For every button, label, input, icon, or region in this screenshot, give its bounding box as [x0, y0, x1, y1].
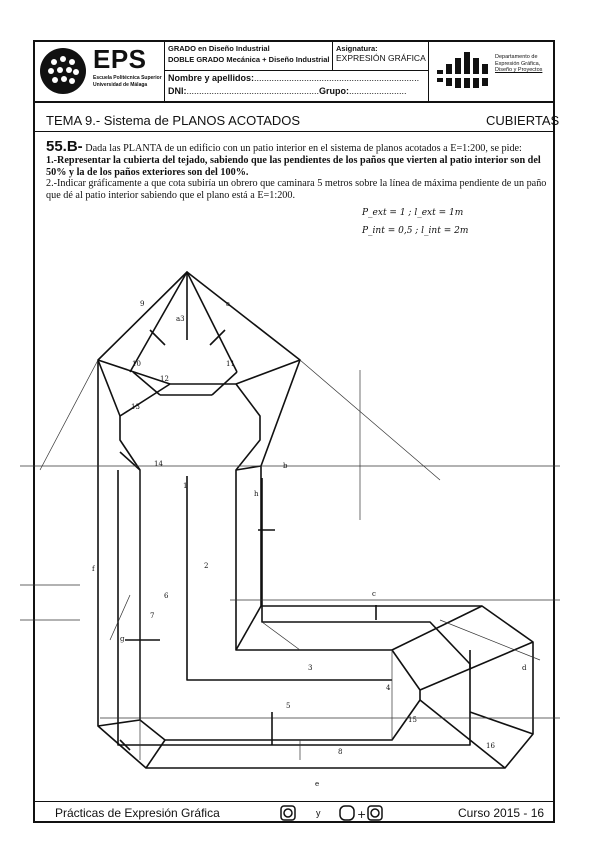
drawing-label: 9	[140, 300, 145, 308]
drawing-label: d	[522, 664, 527, 672]
drawing-label: 1	[183, 482, 188, 490]
drawing-label: 4	[386, 684, 391, 692]
drawing-label: 16	[486, 742, 495, 750]
footer-middle: y	[316, 808, 321, 818]
group-label: Grupo:	[319, 86, 350, 96]
drawing-label: g	[120, 635, 125, 643]
logo-text: EPS	[93, 44, 147, 74]
department-name: Departamento de Expresión Gráfica, Diseño y Proyectos	[495, 54, 543, 73]
drawing-label: 3	[308, 664, 313, 672]
degree-line-2: DOBLE GRADO Mecánica + Diseño Industrial	[168, 55, 330, 64]
drawing-label: c	[372, 590, 376, 598]
footer-left: Prácticas de Expresión Gráfica	[55, 806, 220, 820]
drawing-label: 7	[150, 612, 155, 620]
drawing-label: 2	[204, 562, 209, 570]
university-name: Universidad de Málaga	[93, 82, 148, 88]
drawing-label: 11	[226, 360, 235, 368]
handwritten-note-1: P_ext = 1 ; l_ext = 1m	[362, 208, 464, 218]
exercise-number: 55.B-	[46, 138, 83, 155]
handwritten-note-2: P_int = 0,5 ; l_int = 2m	[362, 226, 469, 236]
drawing-label: 5	[286, 702, 291, 710]
subject-label: Asignatura:	[336, 44, 378, 53]
drawing-label: 14	[154, 460, 163, 468]
svg-text:+: +	[357, 808, 367, 821]
drawing-label: a	[226, 300, 231, 308]
drawing-label: a3	[176, 315, 185, 323]
exercise-item-2: 2.-Indicar gráficamente a que cota subiría un obrero que caminara 5 metros sobre la línea de máxima pendiente de un paño que dé al patio interior sabiendo que el plano está a E=1:200.	[46, 178, 547, 202]
drawing-label: b	[283, 462, 288, 470]
drawing-label: 15	[408, 716, 417, 724]
drawing-label: 8	[338, 748, 343, 756]
drawing-label: 13	[131, 403, 140, 411]
subject-value: EXPRESIÓN GRÁFICA	[336, 53, 426, 63]
license-icon	[280, 805, 296, 821]
drawing-label: 6	[164, 592, 169, 600]
drawing-label: e	[315, 780, 320, 788]
drawing-label: 10	[132, 360, 141, 368]
school-name: Escuela Politécnica Superior	[93, 75, 162, 81]
license-combo-icon	[338, 804, 386, 822]
name-label: Nombre y apellidos:..................................................................	[168, 73, 420, 83]
exercise-intro: Dada las PLANTA de un edificio con un patio interior en el sistema de planos acotados a E=1:200, se pide:	[85, 143, 522, 154]
topic-category: CUBIERTAS	[486, 113, 560, 128]
exercise-item-1: 1.-Representar la cubierta del tejado, sabiendo que las pendientes de los paños que vierten al patio interior son del 50% y la de los paños exteriores son del 100%.	[46, 154, 541, 178]
topic-title: TEMA 9.- Sistema de PLANOS ACOTADOS	[46, 113, 301, 128]
drawing-label: h	[254, 490, 259, 498]
footer-right: Curso 2015 - 16	[458, 806, 545, 820]
drawing-label: 12	[160, 375, 169, 383]
degree-line-1: GRADO en Diseño Industrial	[168, 44, 270, 53]
dni-label: DNI:.....................................................Grupo:.......................	[168, 86, 407, 96]
drawing-label: f	[92, 565, 95, 573]
